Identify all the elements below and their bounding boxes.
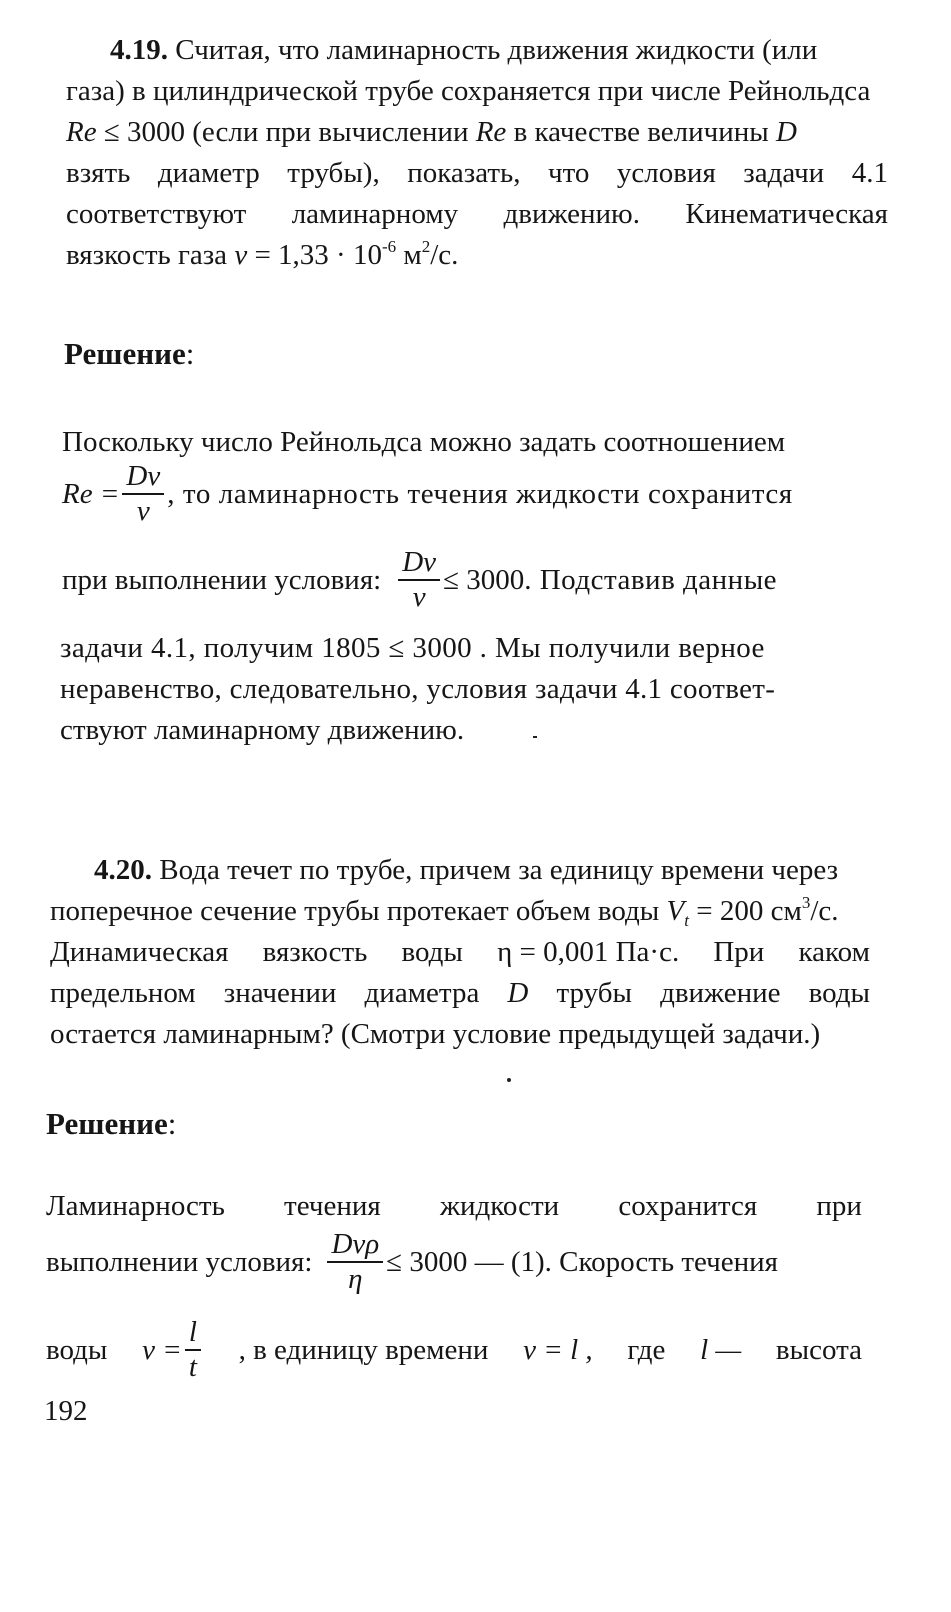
scan-speck [507,1078,511,1082]
problem-4-19 [66,30,888,276]
condition-line: при выполнении условия: $\frac{Dv}{\nu}$ ≤ 3000 . Подставив данные [62,546,778,613]
solution-text-line: неравенство, следовательно, условия задачи 4.1 соответ- [60,673,776,705]
problem-text-line: взять диаметр трубы), показать, что условия задачи 4.1 [66,157,888,189]
solution-text-line: Ламинарность течения жидкости сохранится при [46,1190,862,1222]
solution-text-line: ствуют ламинарному движению. [60,714,465,746]
solution-heading: Решение: [64,336,195,371]
problem-number: 4.19. [110,34,168,66]
problem-text-line: газа) в цилиндрической трубе сохраняется при числе Рейнольдса [66,75,871,107]
problem-text-line: Динамическая вязкость воды η = 0,001 Па·с. При каком [50,936,870,968]
velocity-fraction: $\frac{l}{t}$ [185,1318,201,1382]
solution-text-line: задачи 4.1, получим 1805 ≤ 3000 . Мы получили верное [60,632,765,664]
problem-text-line: вязкость газа $\nu = 1,33 \cdot 10^{-6}$ $м^2/с$. [66,237,459,271]
problem-text-line: соответствуют ламинарному движению. Кинематическая [66,198,888,230]
reynolds-equation-line: Re = $\frac{Dv}{\nu}$ , то ламинарность течения жидкости сохранится [62,460,793,527]
solution-text-line: Поскольку число Рейнольдса можно задать соотношением [62,426,786,458]
solution-4-19-body [60,628,878,751]
problem-text-line: Считая, что ламинарность движения жидкости (или [175,34,818,66]
scan-speck [533,736,537,738]
condition-fraction: $\frac{Dv}{\nu}$ [398,548,440,612]
problem-number: 4.20. [94,854,152,886]
problem-4-20 [50,850,870,1055]
velocity-line: воды v = $\frac{l}{t}$ , в единицу времени v = l , где l — высота [46,1316,862,1383]
laminar-fraction: $\frac{\text{Dvρ}}{\eta}$ [327,1230,383,1294]
problem-text-line: поперечное сечение трубы протекает объем воды $V_t = 200$ $см^3/с$. [50,893,839,930]
laminar-condition-line: выполнении условия: $\frac{\text{Dvρ}}{\eta}$ ≤ 3000 — (1). Скорость течения [46,1228,779,1295]
problem-text-line: остается ламинарным? (Смотри условие предыдущей задачи.) [50,1018,821,1050]
problem-text-line: Re ≤ 3000 (если при вычислении Re в качестве величины D [66,116,797,148]
solution-heading: Решение: [46,1106,177,1141]
problem-text-line: Вода течет по трубе, причем за единицу времени через [159,854,839,886]
reynolds-fraction: $\frac{Dv}{\nu}$ [122,462,164,526]
page-number: 192 [44,1395,88,1427]
problem-text-line: предельном значении диаметра D трубы движение воды [50,977,870,1009]
